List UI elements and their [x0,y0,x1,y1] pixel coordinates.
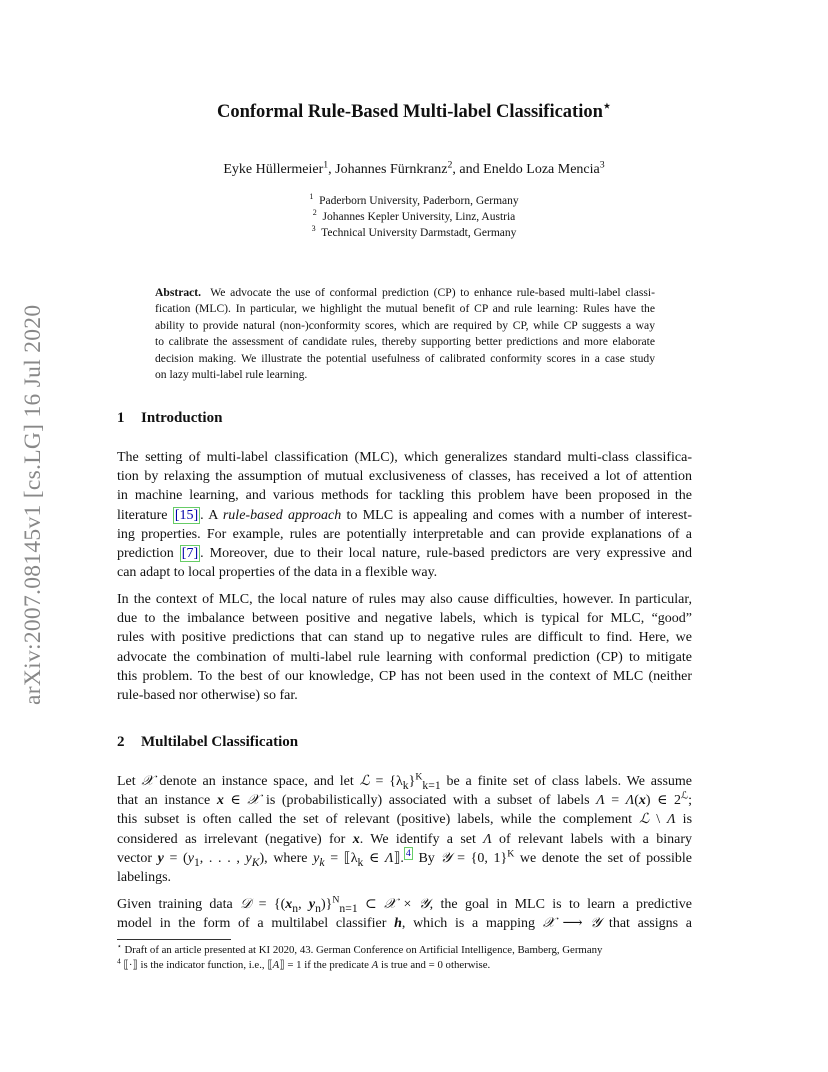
section-heading-multilabel: 2 Multilabel Classification [117,734,299,750]
footnote-star: ⋆ Draft of an article presented at KI 2020, 43. German Conference on Artificial Intelligence, Bamberg, Germany [117,941,603,956]
footnote-4: $^4$ ⟦·⟧ is the indicator function, i.e., ⟦A⟧ = 1 if the predicate A is true and = 0 otherwise. [117,956,491,971]
affiliation-3: $^3$ Technical University Darmstadt, Germany [311,224,517,239]
mlc-paragraph-2: Given training data 𝒟 = {($x_n$, $y_n)\}^N_{n=1}$ ⊂ 𝒳 × 𝒴, the goal in MLC is to learn a predictive model in the form of a multilabel classifier h, which is a mapping 𝒳 ⟶ 𝒴 that assigns a [117,894,693,932]
affiliation-1: $^1$ Paderborn University, Paderborn, Germany [309,192,519,207]
affiliation-2: $^2$ Johannes Kepler University, Linz, Austria [312,208,516,223]
mlc-paragraph-1: Let 𝒳 denote an instance space, and let ℒ = $\{\lambda_k\}^K_{k=1}$ be a finite set of class labels. We assume that an instance x ∈ 𝒳 is (probabilistically) associated with a subset of labels Λ = Λ(x) ∈ $2^ℒ$; this subset is often called the set of relevant (positive) labels, while the complement ℒ \ Λ is considered as irrelevant (negative) for x. We identify a set Λ of relevant labels with a binary vector $y = (y_1$, . . . , $y_K$), where $y_k$ = $⟦\lambda_k$ ∈ Λ⟧. $^4$ By 𝒴 = {0, 1}$^K$ we denote the set of possible labelings. [117,771,693,885]
footnote-separator [117,939,231,940]
intro-paragraph-1: The setting of multi-label classification (MLC), which generalizes standard multi-class classifica- tion by relaxing the assumption of mutual exclusiveness of classes, has received a lot of attention in machine learning, and various methods for tackling this problem have been proposed in the literature [15] . A rule-based approach to MLC is appealing and comes with a number of interest- ing properties. For example, rules are potentially interpretable and can provide explanations of a prediction [7] . Moreover, due to their local nature, rule-based predictors are very expressive and can adapt to local properties of the data in a flexible way. [117,450,693,581]
intro-paragraph-2: In the context of MLC, the local nature of rules may also cause difficulties, however. In particular, due to the imbalance between positive and negative labels, which is typical for MLC, “good” rules with positive predictions that can stand up to negative rules are difficult to find. Here, we advocate the combination of multi-label rule learning with conformal prediction (CP) to mitigate this problem. To the best of our knowledge, CP has not been used in the context of MLC (neither rule-based nor otherwise) so far. [117,592,692,703]
abstract: Abstract. We advocate the use of conformal prediction (CP) to enhance rule-based multi-label classi- fication (MLC). In particular, we highlight the mutual benefit of CP and rule learning: Rules have the ability to provide natural (non-)conformity scores, which are required by CP, while CP suggests a way to calibrate the assessment of candidate rules, thereby supporting better predictions and more elaborate decision making. We illustrate the potential usefulness of calibrated conformity scores in a case study on lazy multi-label rule learning. [155,286,655,382]
citation-link[interactable]: [15] [174,507,199,523]
section-heading-introduction: 1 Introduction [117,410,223,426]
paper-title: Conformal Rule-Based Multi-label Classification⋆ [216,97,612,122]
footnote-link[interactable]: 4 [405,848,411,860]
arxiv-stamp: arXiv:2007.08145v1 [cs.LG] 16 Jul 2020 [20,304,46,705]
author-list: Eyke Hüllermeier$^1$, Johannes Fürnkranz$^2$, and Eneldo Loza Mencia$^3$ [223,159,605,177]
citation-link[interactable]: [7] [181,545,199,561]
